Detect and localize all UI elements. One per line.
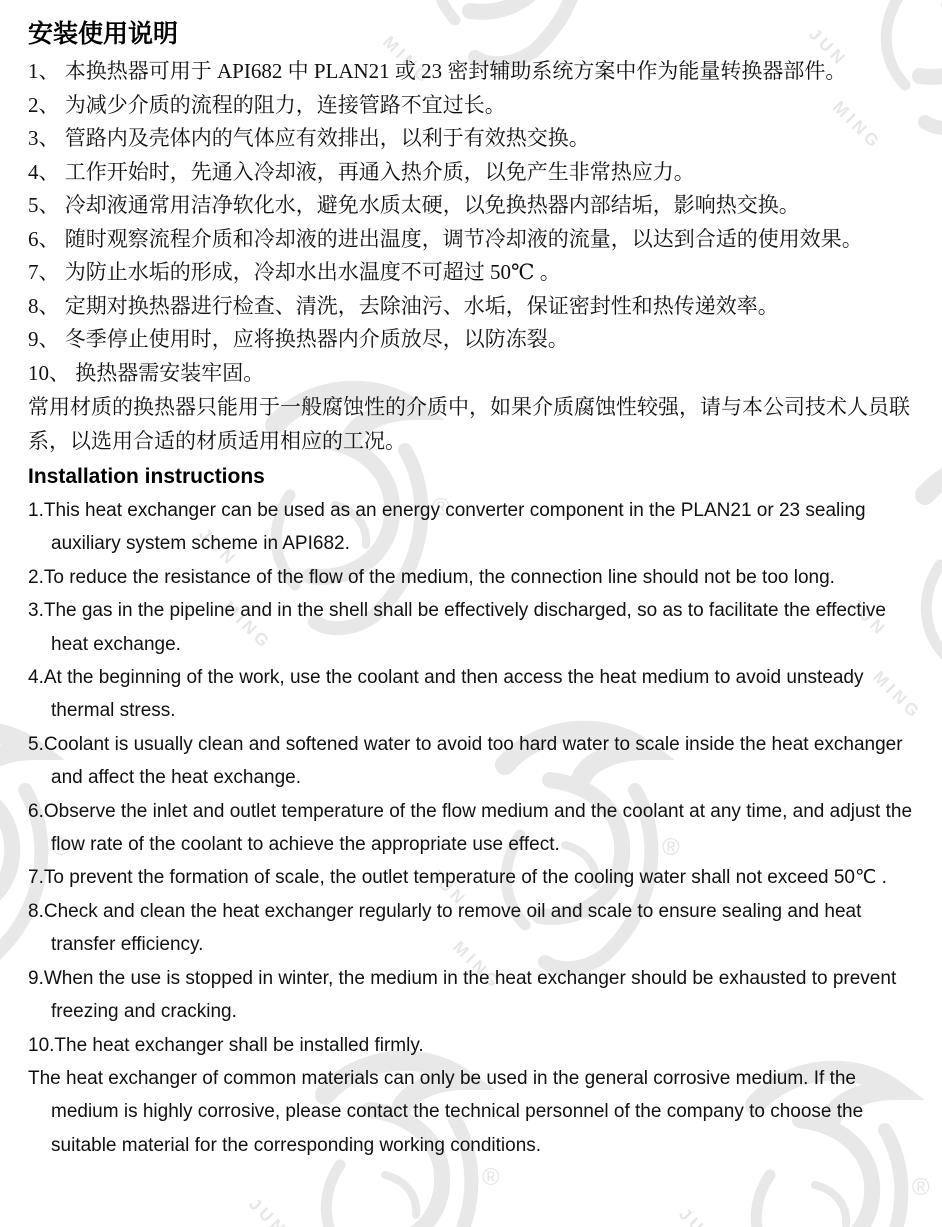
chinese-instruction-item: 3、 管路内及壳体内的气体应有效排出，以利于有效热交换。 [28, 126, 590, 150]
english-instruction-item: 10.The heat exchanger shall be installed firmly. [28, 1034, 424, 1056]
english-instruction-item: 5.Coolant is usually clean and softened water to avoid too hard water to scale inside the heat exchanger and affect the heat exchange. [28, 733, 903, 789]
english-section-title: Installation instructions [28, 465, 265, 488]
chinese-instruction-item: 4、 工作开始时，先通入冷却液，再通入热介质，以免产生非常热应力。 [28, 159, 695, 184]
english-instruction-item: 7.To prevent the formation of scale, the outlet temperature of the cooling water shall not exceed 50℃ . [28, 867, 887, 889]
chinese-instruction-item: 8、 定期对换热器进行检查、清洗，去除油污、水垢，保证密封性和热传递效率。 [28, 293, 779, 318]
chinese-instruction-item: 2、 为减少介质的流程的阻力，连接管路不宜过长。 [28, 92, 506, 117]
chinese-instruction-item: 1、 本换热器可用于 API682 中 PLAN21 或 23 密封辅助系统方案中作为能量转换器部件。 [28, 59, 847, 83]
english-instruction-item: 8.Check and clean the heat exchanger regularly to remove oil and scale to ensure sealing and heat transfer efficiency. [28, 900, 862, 956]
chinese-section-title: 安装使用说明 [28, 20, 179, 48]
english-instruction-item: 2.To reduce the resistance of the flow of the medium, the connection line should not be too long. [28, 566, 835, 588]
chinese-instruction-item: 10、 换热器需安装牢固。 [28, 360, 265, 385]
english-instruction-item: 3.The gas in the pipeline and in the shell shall be effectively discharged, so as to facilitate the effective heat exchange. [28, 600, 886, 655]
english-instruction-item: 1.This heat exchanger can be used as an energy converter component in the PLAN21 or 23 sealing auxiliary system scheme in API682. [28, 500, 866, 555]
chinese-instruction-item: 5、 冷却液通常用洁净软化水，避免水质太硬，以免换热器内部结垢，影响热交换。 [28, 193, 800, 217]
chinese-instruction-item: 6、 随时观察流程介质和冷却液的进出温度，调节冷却液的流量，以达到合适的使用效果。 [28, 226, 863, 251]
chinese-instruction-item: 9、 冬季停止使用时，应将换热器内介质放尽，以防冻裂。 [28, 327, 569, 351]
english-material-note: The heat exchanger of common materials can only be used in the general corrosive medium. If the medium is highly corrosive, please contact the technical personnel of the company to choose the suitable material for the corresponding working conditions. [28, 1067, 864, 1156]
english-instruction-item: 6.Observe the inlet and outlet temperature of the flow medium and the coolant at any time, and adjust the flow rate of the coolant to achieve the appropriate use effect. [28, 800, 913, 856]
english-instruction-item: 9.When the use is stopped in winter, the medium in the heat exchanger should be exhausted to prevent freezing and cracking. [28, 967, 897, 1023]
chinese-material-note: 常用材质的换热器只能用于一般腐蚀性的介质中，如果介质腐蚀性较强，请与本公司技术人员联系，以选用合适的材质适用相应的工况。 [28, 395, 910, 453]
chinese-instruction-item: 7、 为防止水垢的形成，冷却水出水温度不可超过 50℃ 。 [28, 260, 561, 284]
english-instruction-item: 4.At the beginning of the work, use the coolant and then access the heat medium to avoid unsteady thermal stress. [28, 667, 864, 722]
